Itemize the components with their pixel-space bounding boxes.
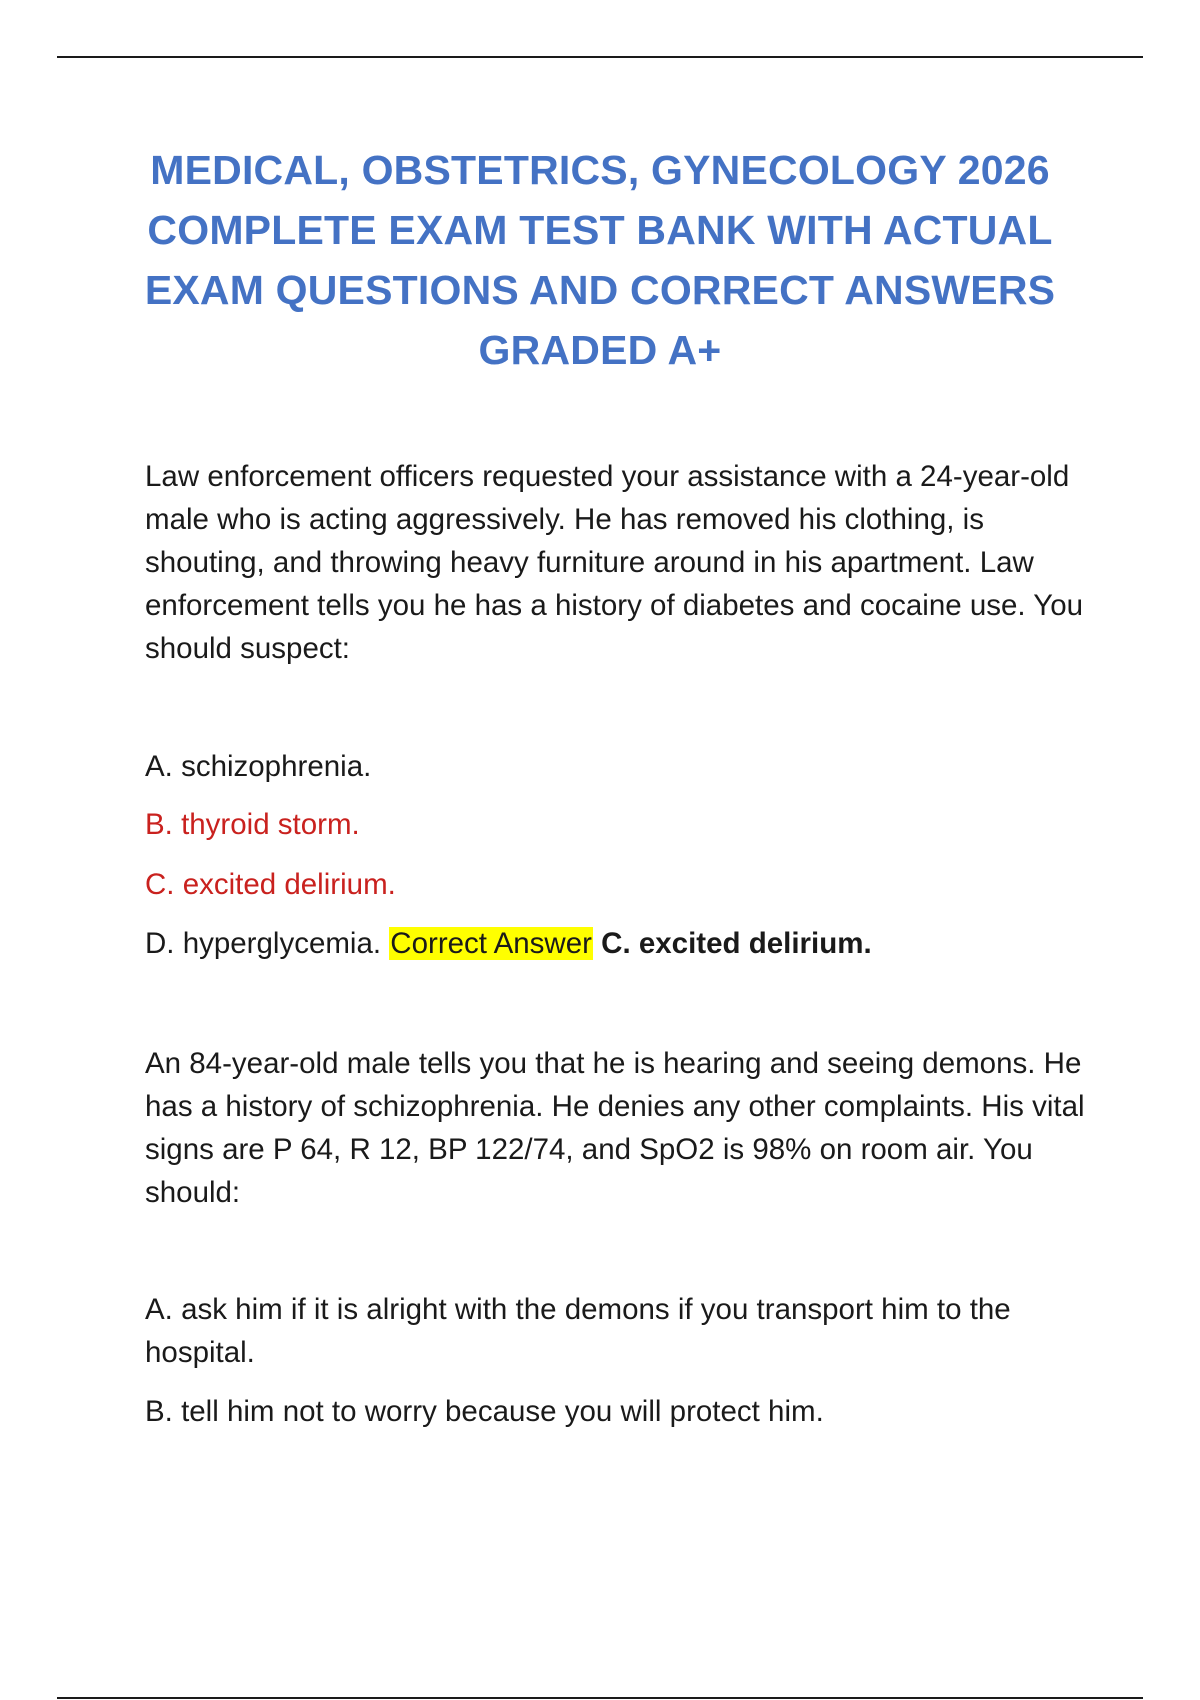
question-2-option-b: B. tell him not to worry because you will protect him. [145,1395,824,1428]
correct-answer-label: Correct Answer [390,927,592,960]
document-title: MEDICAL, OBSTETRICS, GYNECOLOGY 2026 COMPLETE EXAM TEST BANK WITH ACTUAL EXAM QUESTIONS AND CORRECT ANSWERS GRADED A+ [144,147,1056,373]
correct-answer-value: C. excited delirium. [601,927,872,960]
question-1-option-d-line [145,922,1100,965]
question-1-option-a: A. schizophrenia. [145,750,372,783]
question-1-option-b: B. thyroid storm. [145,808,360,841]
question-2-stem: An 84-year-old male tells you that he is hearing and seeing demons. He has a history of schizophrenia. He denies any other complaints. His vital signs are P 64, R 12, BP 122/74, and SpO2 is 98% on room air. You should: [145,1047,1085,1209]
top-divider [57,56,1143,58]
bottom-divider [57,1697,1143,1699]
question-2-option-a: A. ask him if it is alright with the demons if you transport him to the hospital. [145,1293,1011,1369]
question-1-option-d: D. hyperglycemia. [145,927,382,960]
question-1-stem: Law enforcement officers requested your assistance with a 24-year-old male who is acting aggressively. He has removed his clothing, is shouting, and throwing heavy furniture around in his apartment. Law enforcement tells you he has a history of diabetes and cocaine use. You should suspect: [145,460,1084,665]
question-1-option-c: C. excited delirium. [145,868,396,901]
